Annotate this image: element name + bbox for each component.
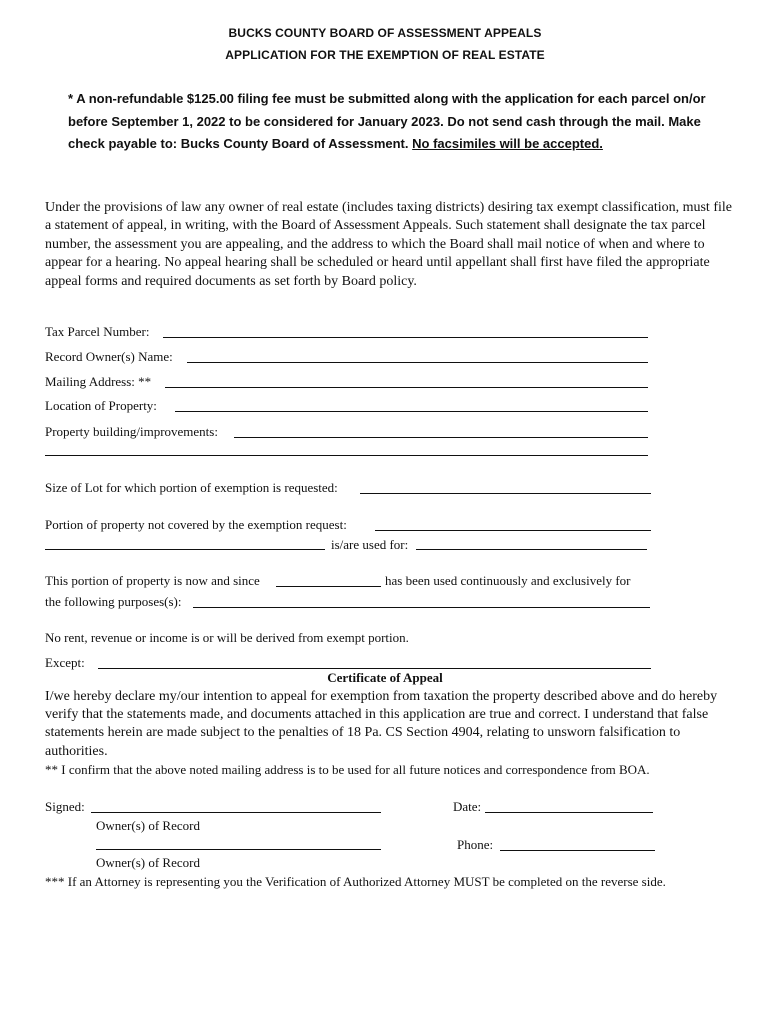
purposes-row	[45, 594, 181, 610]
location-label: Location of Property:	[45, 398, 157, 413]
lot-size-label: Size of Lot for which portion of exemption is requested:	[45, 480, 338, 495]
attorney-note	[45, 874, 666, 890]
record-owner-field[interactable]	[187, 362, 648, 363]
purposes-field[interactable]	[193, 607, 650, 608]
owner-record-text-1: Owner(s) of Record	[96, 818, 200, 833]
record-owner-label: Record Owner(s) Name:	[45, 349, 173, 364]
tax-parcel-row	[45, 324, 150, 340]
form-title-line-2: APPLICATION FOR THE EXEMPTION OF REAL ESTATE	[225, 48, 545, 62]
not-covered-field-line-2[interactable]	[45, 549, 325, 550]
phone-field[interactable]	[500, 850, 655, 851]
filing-fee-text: * A non-refundable $125.00 filing fee must be submitted along with the application for each parcel on/or before September 1, 2022 to be considered for January 2023. Do not send cash through the mail. Make check payable to: Bucks County Board of Assessment.	[68, 91, 706, 151]
form-title-line-1: BUCKS COUNTY BOARD OF ASSESSMENT APPEALS	[228, 26, 542, 40]
certificate-title: Certificate of Appeal	[327, 670, 443, 685]
building-label: Property building/improvements:	[45, 424, 218, 439]
not-covered-label: Portion of property not covered by the exemption request:	[45, 517, 347, 532]
no-facsimiles-note: No facsimiles will be accepted.	[412, 136, 603, 151]
tax-parcel-field[interactable]	[163, 337, 648, 338]
no-rent-statement	[45, 630, 409, 646]
mailing-address-row	[45, 374, 151, 390]
building-row	[45, 424, 218, 440]
used-for-label: is/are used for:	[331, 537, 409, 552]
owner-record-text-2: Owner(s) of Record	[96, 855, 200, 870]
phone-row	[457, 837, 493, 853]
filing-fee-notice	[68, 88, 708, 156]
location-field[interactable]	[175, 411, 648, 412]
building-field-line-2[interactable]	[45, 455, 648, 456]
building-field[interactable]	[234, 437, 648, 438]
owner-record-caption-1	[96, 818, 200, 834]
signature-field-1[interactable]	[91, 812, 381, 813]
attorney-note-text: *** If an Attorney is representing you the Verification of Authorized Attorney MUST be completed on the reverse side.	[45, 874, 666, 889]
except-field[interactable]	[98, 668, 651, 669]
date-label: Date:	[453, 799, 482, 814]
except-label: Except:	[45, 655, 85, 670]
phone-label: Phone:	[457, 837, 494, 852]
since-label: This portion of property is now and since	[45, 573, 260, 588]
date-row	[453, 799, 481, 815]
signed-row	[45, 799, 85, 815]
lot-size-field[interactable]	[360, 493, 651, 494]
mailing-confirmation-text: ** I confirm that the above noted mailing address is to be used for all future notices and correspondence from BOA.	[45, 762, 650, 777]
not-covered-field[interactable]	[375, 530, 651, 531]
owner-record-caption-2	[96, 855, 200, 871]
signed-label: Signed:	[45, 799, 85, 814]
record-owner-row	[45, 349, 173, 365]
since-row	[45, 573, 260, 589]
certificate-body: I/we hereby declare my/our intention to appeal for exemption from taxation the property described above and do hereby verify that the statements made, and documents attached in this application are true and correct. I understand that false statements herein are made subject to the penalties of 18 Pa. CS Section 4904, relating to unsworn falsification to authorities.	[45, 689, 718, 759]
used-for-row	[331, 537, 408, 553]
lot-size-row	[45, 480, 338, 496]
tax-parcel-label: Tax Parcel Number:	[45, 324, 150, 339]
date-field[interactable]	[485, 812, 653, 813]
purposes-label: the following purposes(s):	[45, 594, 182, 609]
not-covered-row	[45, 517, 347, 533]
since-row-b	[385, 573, 631, 589]
no-rent-text: No rent, revenue or income is or will be derived from exempt portion.	[45, 630, 409, 645]
mailing-address-field[interactable]	[165, 387, 648, 388]
intro-paragraph: Under the provisions of law any owner of real estate (includes taxing districts) desiring tax exempt classification, must file a statement of appeal, in writing, with the Board of Assessment Appeals. Such statement shall designate the tax parcel number, the assessment you are appealing, and the address to which the Board shall mail notice of when and where to appear for a hearing. No appeal hearing shall be scheduled or heard until appellant shall first have filed the appropriate appeal forms and required documents as set forth by Board policy.	[45, 200, 732, 289]
mailing-address-label: Mailing Address: **	[45, 374, 152, 389]
except-row	[45, 655, 85, 671]
used-for-field[interactable]	[416, 549, 647, 550]
since-date-field[interactable]	[276, 586, 381, 587]
since-continued-label: has been used continuously and exclusively for	[385, 573, 631, 588]
mailing-confirmation	[45, 762, 650, 778]
location-row	[45, 398, 157, 414]
signature-field-2[interactable]	[96, 849, 381, 850]
